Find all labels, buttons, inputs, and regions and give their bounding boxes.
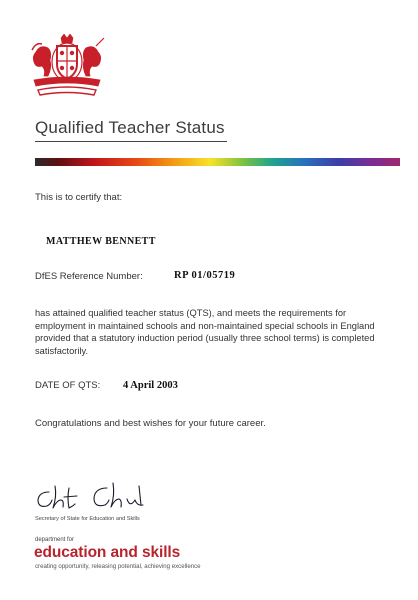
qts-date-label: DATE OF QTS: — [35, 380, 101, 391]
qts-statement: has attained qualified teacher status (QTS), and meets the requirements for employment in maintained schools and non-maintained special schools in England provided that a statutory induction period (usually three school terms) is completed satisfactorily. — [35, 308, 375, 356]
signature-caption: Secretary of State for Education and Skills — [35, 516, 140, 522]
department-name: education and skills — [34, 544, 181, 561]
qts-date-value: 4 April 2003 — [123, 380, 178, 391]
rainbow-divider — [35, 158, 400, 166]
holder-name: MATTHEW BENNETT — [46, 236, 156, 247]
congratulations-text: Congratulations and best wishes for your future career. — [35, 418, 266, 429]
royal-coat-of-arms-icon — [28, 34, 106, 98]
signature — [33, 478, 161, 514]
reference-label: DfES Reference Number: — [35, 271, 143, 282]
reference-number: RP 01/05719 — [174, 270, 236, 281]
department-prefix: department for — [35, 537, 75, 543]
title-underline — [35, 141, 227, 142]
department-tagline: creating opportunity, releasing potential, achieving excellence — [35, 563, 201, 570]
certify-intro: This is to certify that: — [35, 192, 123, 203]
certificate-title: Qualified Teacher Status — [35, 118, 225, 137]
